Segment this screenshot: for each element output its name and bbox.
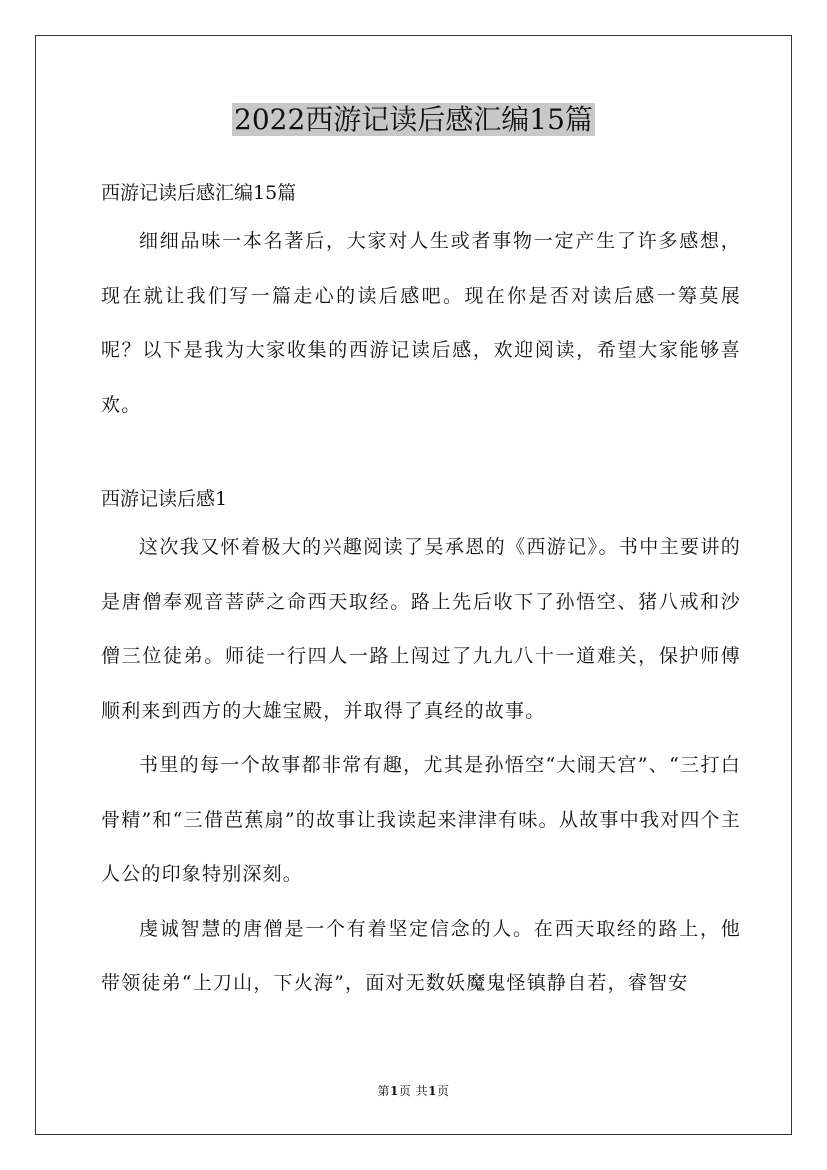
document-body (101, 172, 741, 1011)
document-title-text: 2022西游记读后感汇编15篇 (234, 103, 593, 136)
intro-paragraph: 细细品味一本名著后，大家对人生或者事物一定产生了许多感想，现在就让我们写一篇走心的读后感吧。现在你是否对读后感一筹莫展呢？以下是我为大家收集的西游记读后感，欢迎阅读，希望大家能够喜欢。 (101, 230, 741, 416)
section-spacer (101, 432, 741, 478)
document-title (0, 100, 827, 140)
footer-page-total: 1 (428, 1084, 438, 1098)
footer-page-current: 1 (389, 1084, 399, 1098)
footer-page-prefix: 第 (377, 1084, 390, 1098)
body-paragraph: 虔诚智慧的唐僧是一个有着坚定信念的人。在西天取经的路上，他带领徒弟“上刀山，下火海”，面对无数妖魔鬼怪镇静自若，睿智安 (101, 917, 741, 994)
document-subtitle: 西游记读后感汇编15篇 (101, 182, 297, 204)
footer-page-mid: 页 共 (398, 1084, 429, 1098)
body-paragraph: 书里的每一个故事都非常有趣，尤其是孙悟空“大闹天宫”、“三打白骨精”和“三借芭蕉扇”的故事让我读起来津津有味。从故事中我对四个主人公的印象特别深刻。 (101, 754, 741, 885)
section-heading: 西游记读后感1 (101, 488, 228, 510)
footer-page-suffix: 页 (437, 1084, 450, 1098)
page-footer (0, 1082, 827, 1100)
body-paragraph: 这次我又怀着极大的兴趣阅读了吴承恩的《西游记》。书中主要讲的是唐僧奉观音菩萨之命西天取经。路上先后收下了孙悟空、猪八戒和沙僧三位徒弟。师徒一行四人一路上闯过了九九八十一道难关，保护师傅顺利来到西方的大雄宝殿，并取得了真经的故事。 (101, 536, 741, 722)
